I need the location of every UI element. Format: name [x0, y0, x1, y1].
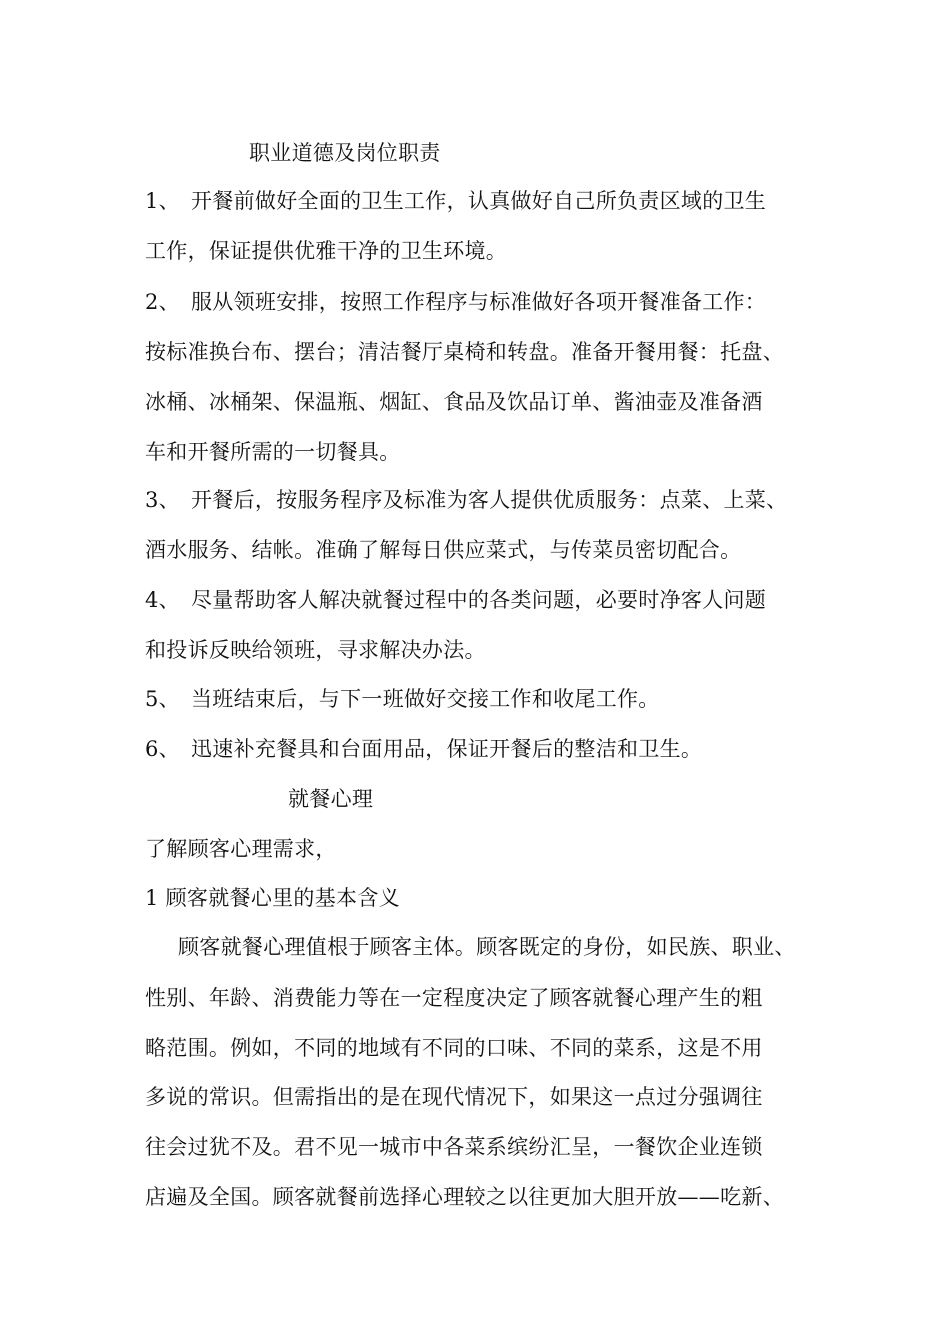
- duty-number: 2、: [145, 290, 180, 314]
- duty-text: 当班结束后，与下一班做好交接工作和收尾工作。: [191, 687, 660, 711]
- duty-number: 6、: [145, 737, 180, 761]
- duty-item-2-cont: 冰桶、冰桶架、保温瓶、烟缸、食品及饮品订单、酱油壶及准备酒: [145, 390, 763, 414]
- paragraph-line: 店遍及全国。顾客就餐前选择心理较之以往更加大胆开放——吃新、: [145, 1185, 784, 1209]
- intro-line: 了解顾客心理需求，: [145, 837, 337, 861]
- duty-item-3-cont: 酒水服务、结帐。准确了解每日供应菜式，与传菜员密切配合。: [145, 538, 742, 562]
- duty-item-2-cont: 按标准换台布、摆台；清洁餐厅桌椅和转盘。准备开餐用餐：托盘、: [145, 340, 784, 364]
- paragraph-line: 多说的常识。但需指出的是在现代情况下，如果这一点过分强调往: [145, 1085, 763, 1109]
- duty-item-3: [145, 487, 787, 513]
- duty-number: 3、: [145, 488, 180, 512]
- section-title-dining-psychology: 就餐心理: [288, 787, 374, 811]
- paragraph-line: 性别、年龄、消费能力等在一定程度决定了顾客就餐心理产生的粗: [145, 986, 763, 1010]
- duty-number: 1、: [145, 189, 180, 213]
- duty-text: 开餐前做好全面的卫生工作，认真做好自己所负责区域的卫生: [191, 189, 767, 213]
- duty-item-1-cont: 工作，保证提供优雅干净的卫生环境。: [145, 239, 508, 263]
- section-title-duties: 职业道德及岗位职责: [249, 141, 441, 165]
- duty-item-5: [145, 686, 660, 712]
- paragraph-line: 往会过犹不及。君不见一城市中各菜系缤纷汇呈，一餐饮企业连锁: [145, 1135, 763, 1159]
- duty-text: 迅速补充餐具和台面用品，保证开餐后的整洁和卫生。: [191, 737, 703, 761]
- subheading: 1 顾客就餐心里的基本含义: [145, 886, 400, 910]
- duty-item-1: [145, 188, 766, 214]
- duty-item-6: [145, 736, 702, 762]
- duty-item-4: [145, 587, 766, 613]
- duty-number: 5、: [145, 687, 180, 711]
- duty-text: 开餐后，按服务程序及标准为客人提供优质服务：点菜、上菜、: [191, 488, 788, 512]
- duty-item-4-cont: 和投诉反映给领班，寻求解决办法。: [145, 638, 486, 662]
- duty-text: 服从领班安排，按照工作程序与标准做好各项开餐准备工作：: [191, 290, 767, 314]
- duty-text: 尽量帮助客人解决就餐过程中的各类问题，必要时净客人问题: [191, 588, 767, 612]
- paragraph-line: 略范围。例如，不同的地域有不同的口味、不同的菜系，这是不用: [145, 1036, 763, 1060]
- duty-item-2: [145, 289, 766, 315]
- duty-item-2-cont: 车和开餐所需的一切餐具。: [145, 440, 401, 464]
- duty-number: 4、: [145, 588, 180, 612]
- paragraph-line: 顾客就餐心理值根于顾客主体。顾客既定的身份，如民族、职业、: [178, 935, 796, 959]
